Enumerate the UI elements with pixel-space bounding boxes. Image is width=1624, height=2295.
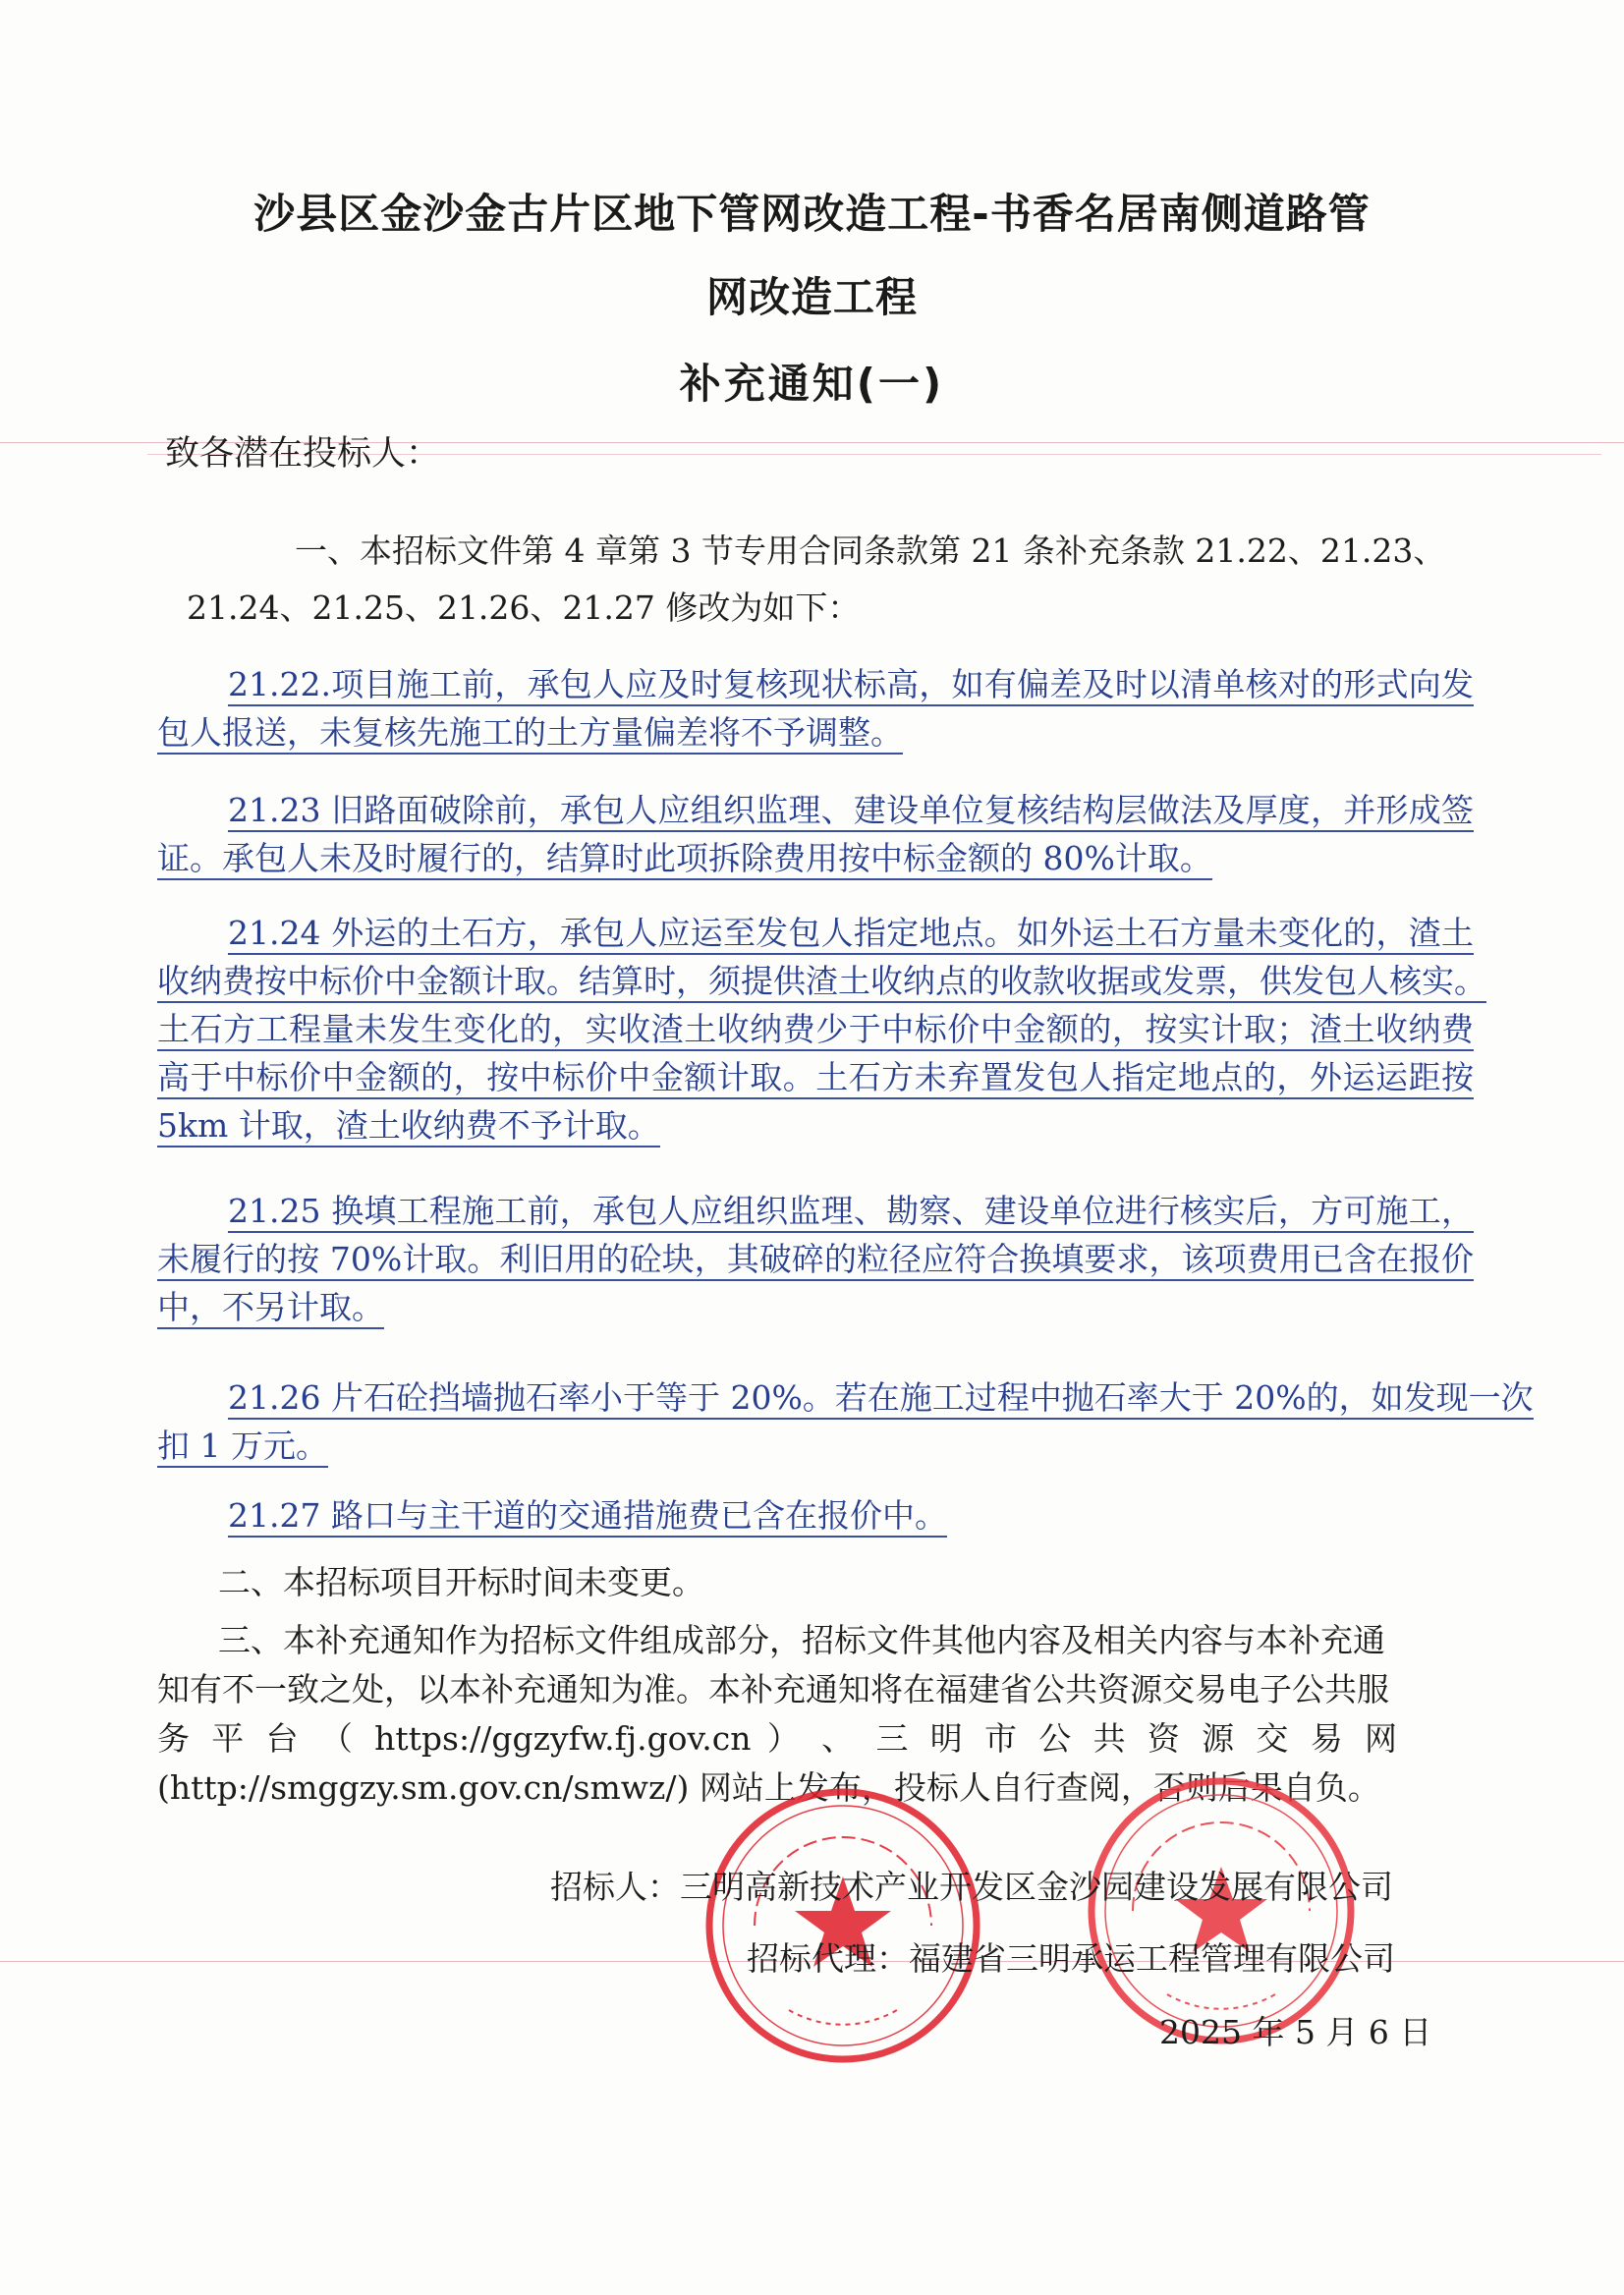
item3-line3: 务 平 台 （ https://ggzyfw.fj.gov.cn ） 、 三 明 市 公 共 资 源 交 易 网 [157, 1719, 1397, 1758]
item3-line2: 知有不一致之处，以本补充通知为准。本补充通知将在福建省公共资源交易电子公共服 [157, 1670, 1389, 1708]
clause-21-26 [157, 1373, 1534, 1470]
clause-line: 收纳费按中标价中金额计取。结算时，须提供渣土收纳点的收款收据或发票，供发包人核实。 [157, 962, 1486, 1003]
item3-line1: 三、本补充通知作为招标文件组成部分，招标文件其他内容及相关内容与本补充通 [218, 1621, 1385, 1659]
clause-21-22 [157, 660, 1474, 756]
document-title-line1: 沙县区金沙金古片区地下管网改造工程-书香名居南侧道路管 [253, 190, 1371, 238]
item1-intro-line2: 21.24、21.25、21.26、21.27 修改为如下： [187, 588, 861, 627]
document-subtitle: 补充通知(一) [679, 360, 945, 408]
item3-line4: (http://smggzy.sm.gov.cn/smwz/) 网站上发布，投标人自行查阅，否则后果自负。 [157, 1768, 1380, 1807]
item2: 二、本招标项目开标时间未变更。 [218, 1563, 704, 1601]
clause-21-27 [157, 1491, 1474, 1539]
clause-line: 21.27 路口与主干道的交通措施费已含在报价中。 [228, 1496, 947, 1538]
clause-line: 21.26 片石砼挡墙抛石率小于等于 20%。若在施工过程中抛石率大于 20%的，如发现一次 [228, 1378, 1534, 1420]
clause-line: 证。承包人未及时履行的，结算时此项拆除费用按中标金额的 80%计取。 [157, 839, 1212, 880]
clause-line: 包人报送，未复核先施工的土方量偏差将不予调整。 [157, 713, 903, 755]
clause-line: 高于中标价中金额的，按中标价中金额计取。土石方未弃置发包人指定地点的，外运运距按 [157, 1058, 1474, 1099]
clause-line: 21.23 旧路面破除前，承包人应组织监理、建设单位复核结构层做法及厚度，并形成签 [228, 791, 1474, 832]
clause-line: 未履行的按 70%计取。利旧用的砼块，其破碎的粒径应符合换填要求，该项费用已含在报价 [157, 1240, 1474, 1281]
clause-line: 土石方工程量未发生变化的，实收渣土收纳费少于中标价中金额的，按实计取；渣土收纳费 [157, 1010, 1474, 1051]
clause-line: 21.24 外运的土石方，承包人应运至发包人指定地点。如外运土石方量未变化的，渣土 [228, 914, 1474, 955]
clause-line: 扣 1 万元。 [157, 1427, 328, 1468]
clause-21-25 [157, 1187, 1474, 1331]
agent-seal [696, 1778, 990, 2073]
document-date: 2025 年 5 月 6 日 [1159, 2013, 1432, 2051]
tenderer-signature: 招标人：三明高新技术产业开发区金沙园建设发展有限公司 [550, 1868, 1393, 1906]
agent-signature: 招标代理：福建省三明承运工程管理有限公司 [747, 1939, 1395, 1978]
salutation: 致各潜在投标人： [165, 434, 441, 474]
clause-21-23 [157, 786, 1474, 882]
document-title-line2: 网改造工程 [705, 273, 918, 321]
clause-line: 21.22.项目施工前，承包人应及时复核现状标高，如有偏差及时以清单核对的形式向发 [228, 665, 1474, 706]
clause-line: 中，不另计取。 [157, 1288, 384, 1329]
clause-line: 5km 计取，渣土收纳费不予计取。 [157, 1106, 660, 1148]
clause-line: 21.25 换填工程施工前，承包人应组织监理、勘察、建设单位进行核实后，方可施工， [228, 1192, 1474, 1233]
clause-21-24 [157, 909, 1486, 1149]
item1-intro-line1: 一、本招标文件第 4 章第 3 节专用合同条款第 21 条补充条款 21.22、21.23、 [295, 532, 1446, 570]
